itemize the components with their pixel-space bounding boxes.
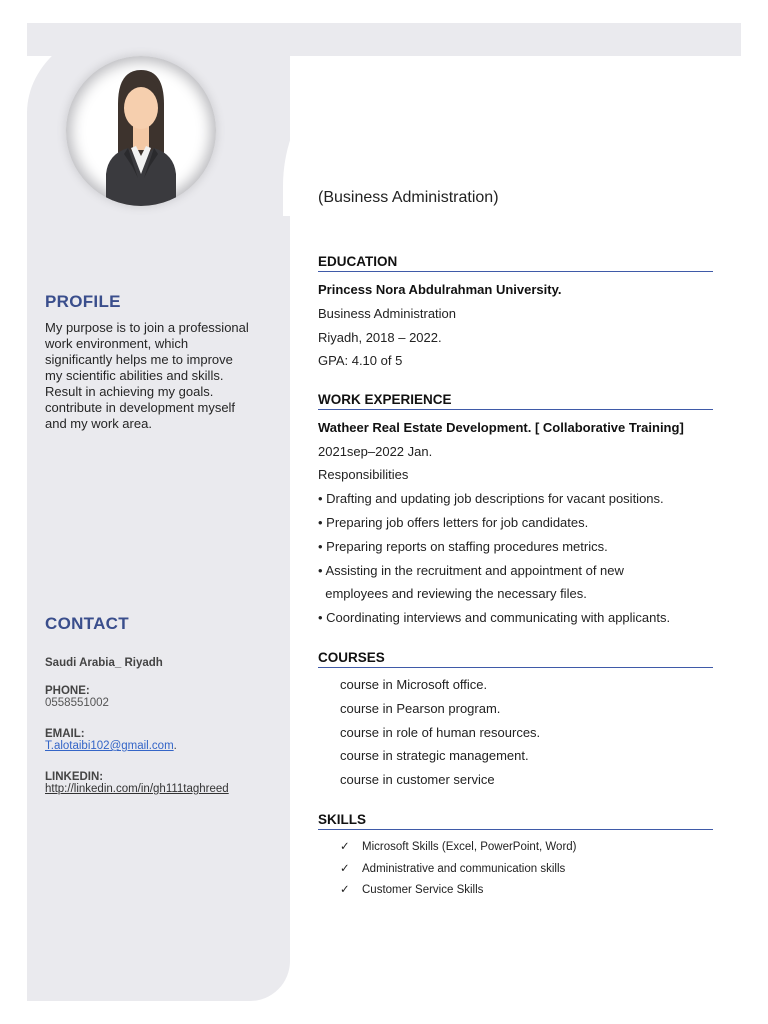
- contact-phone: [45, 685, 109, 709]
- skills-heading: SKILLS: [318, 812, 713, 830]
- course-item: course in Microsoft office.: [340, 677, 488, 692]
- skill-item: [340, 861, 565, 875]
- work-item: • Preparing job offers letters for job candidates.: [318, 515, 589, 530]
- contact-linkedin: [45, 771, 229, 795]
- profile-line: My purpose is to join a professional: [45, 320, 249, 335]
- profile-line: work environment, which: [45, 336, 189, 351]
- contact-heading: CONTACT: [45, 614, 129, 633]
- skill-text: Microsoft Skills (Excel, PowerPoint, Word): [362, 841, 577, 853]
- courses-heading: COURSES: [318, 650, 713, 668]
- education-school: Princess Nora Abdulrahman University.: [318, 282, 562, 297]
- email-label: EMAIL:: [45, 728, 85, 740]
- course-item: course in customer service: [340, 772, 495, 787]
- skill-item: [340, 882, 483, 896]
- checkmark-icon: ✓: [340, 841, 350, 853]
- job-title: (Business Administration): [318, 189, 499, 206]
- contact-email: [45, 728, 177, 752]
- work-item: • Preparing reports on staffing procedures metrics.: [318, 539, 608, 554]
- linkedin-link[interactable]: http://linkedin.com/in/gh111taghreed: [45, 783, 229, 795]
- course-item: course in strategic management.: [340, 748, 529, 763]
- skill-text: Administrative and communication skills: [362, 863, 566, 875]
- work-dates: 2021sep–2022 Jan.: [318, 444, 433, 459]
- email-suffix: .: [173, 740, 177, 752]
- work-company: Watheer Real Estate Development. [ Collaborative Training]: [318, 420, 684, 435]
- profile-line: and my work area.: [45, 416, 152, 431]
- course-item: course in role of human resources.: [340, 725, 541, 740]
- skill-text: Customer Service Skills: [362, 884, 484, 896]
- email-link[interactable]: T.alotaibi102@gmail.com: [45, 740, 174, 752]
- contact-location: [45, 657, 163, 669]
- work-item: • Drafting and updating job descriptions for vacant positions.: [318, 491, 664, 506]
- education-heading: EDUCATION: [318, 254, 713, 272]
- checkmark-icon: ✓: [340, 884, 350, 896]
- work-item: employees and reviewing the necessary files.: [318, 586, 587, 601]
- course-item: course in Pearson program.: [340, 701, 501, 716]
- profile-line: my scientific abilities and skills.: [45, 368, 224, 383]
- education-gpa: GPA: 4.10 of 5: [318, 353, 403, 368]
- work-item: • Assisting in the recruitment and appointment of new: [318, 563, 624, 578]
- profile-heading: PROFILE: [45, 292, 121, 311]
- skill-item: [340, 839, 577, 853]
- profile-line: significantly helps me to improve: [45, 352, 233, 367]
- location-text: Saudi Arabia_ Riyadh: [45, 657, 163, 669]
- phone-label: PHONE:: [45, 685, 90, 697]
- profile-text: [45, 320, 267, 432]
- work-heading: WORK EXPERIENCE: [318, 392, 713, 410]
- profile-line: contribute in development myself: [45, 400, 236, 415]
- education-major: Business Administration: [318, 306, 457, 321]
- work-resp-label: Responsibilities: [318, 467, 409, 482]
- checkmark-icon: ✓: [340, 863, 350, 875]
- profile-line: Result in achieving my goals.: [45, 384, 214, 399]
- phone-value: 0558551002: [45, 697, 109, 709]
- linkedin-label: LINKEDIN:: [45, 771, 104, 783]
- businesswoman-avatar-icon: [66, 56, 216, 206]
- work-item: • Coordinating interviews and communicating with applicants.: [318, 610, 671, 625]
- education-place-dates: Riyadh, 2018 – 2022.: [318, 330, 442, 345]
